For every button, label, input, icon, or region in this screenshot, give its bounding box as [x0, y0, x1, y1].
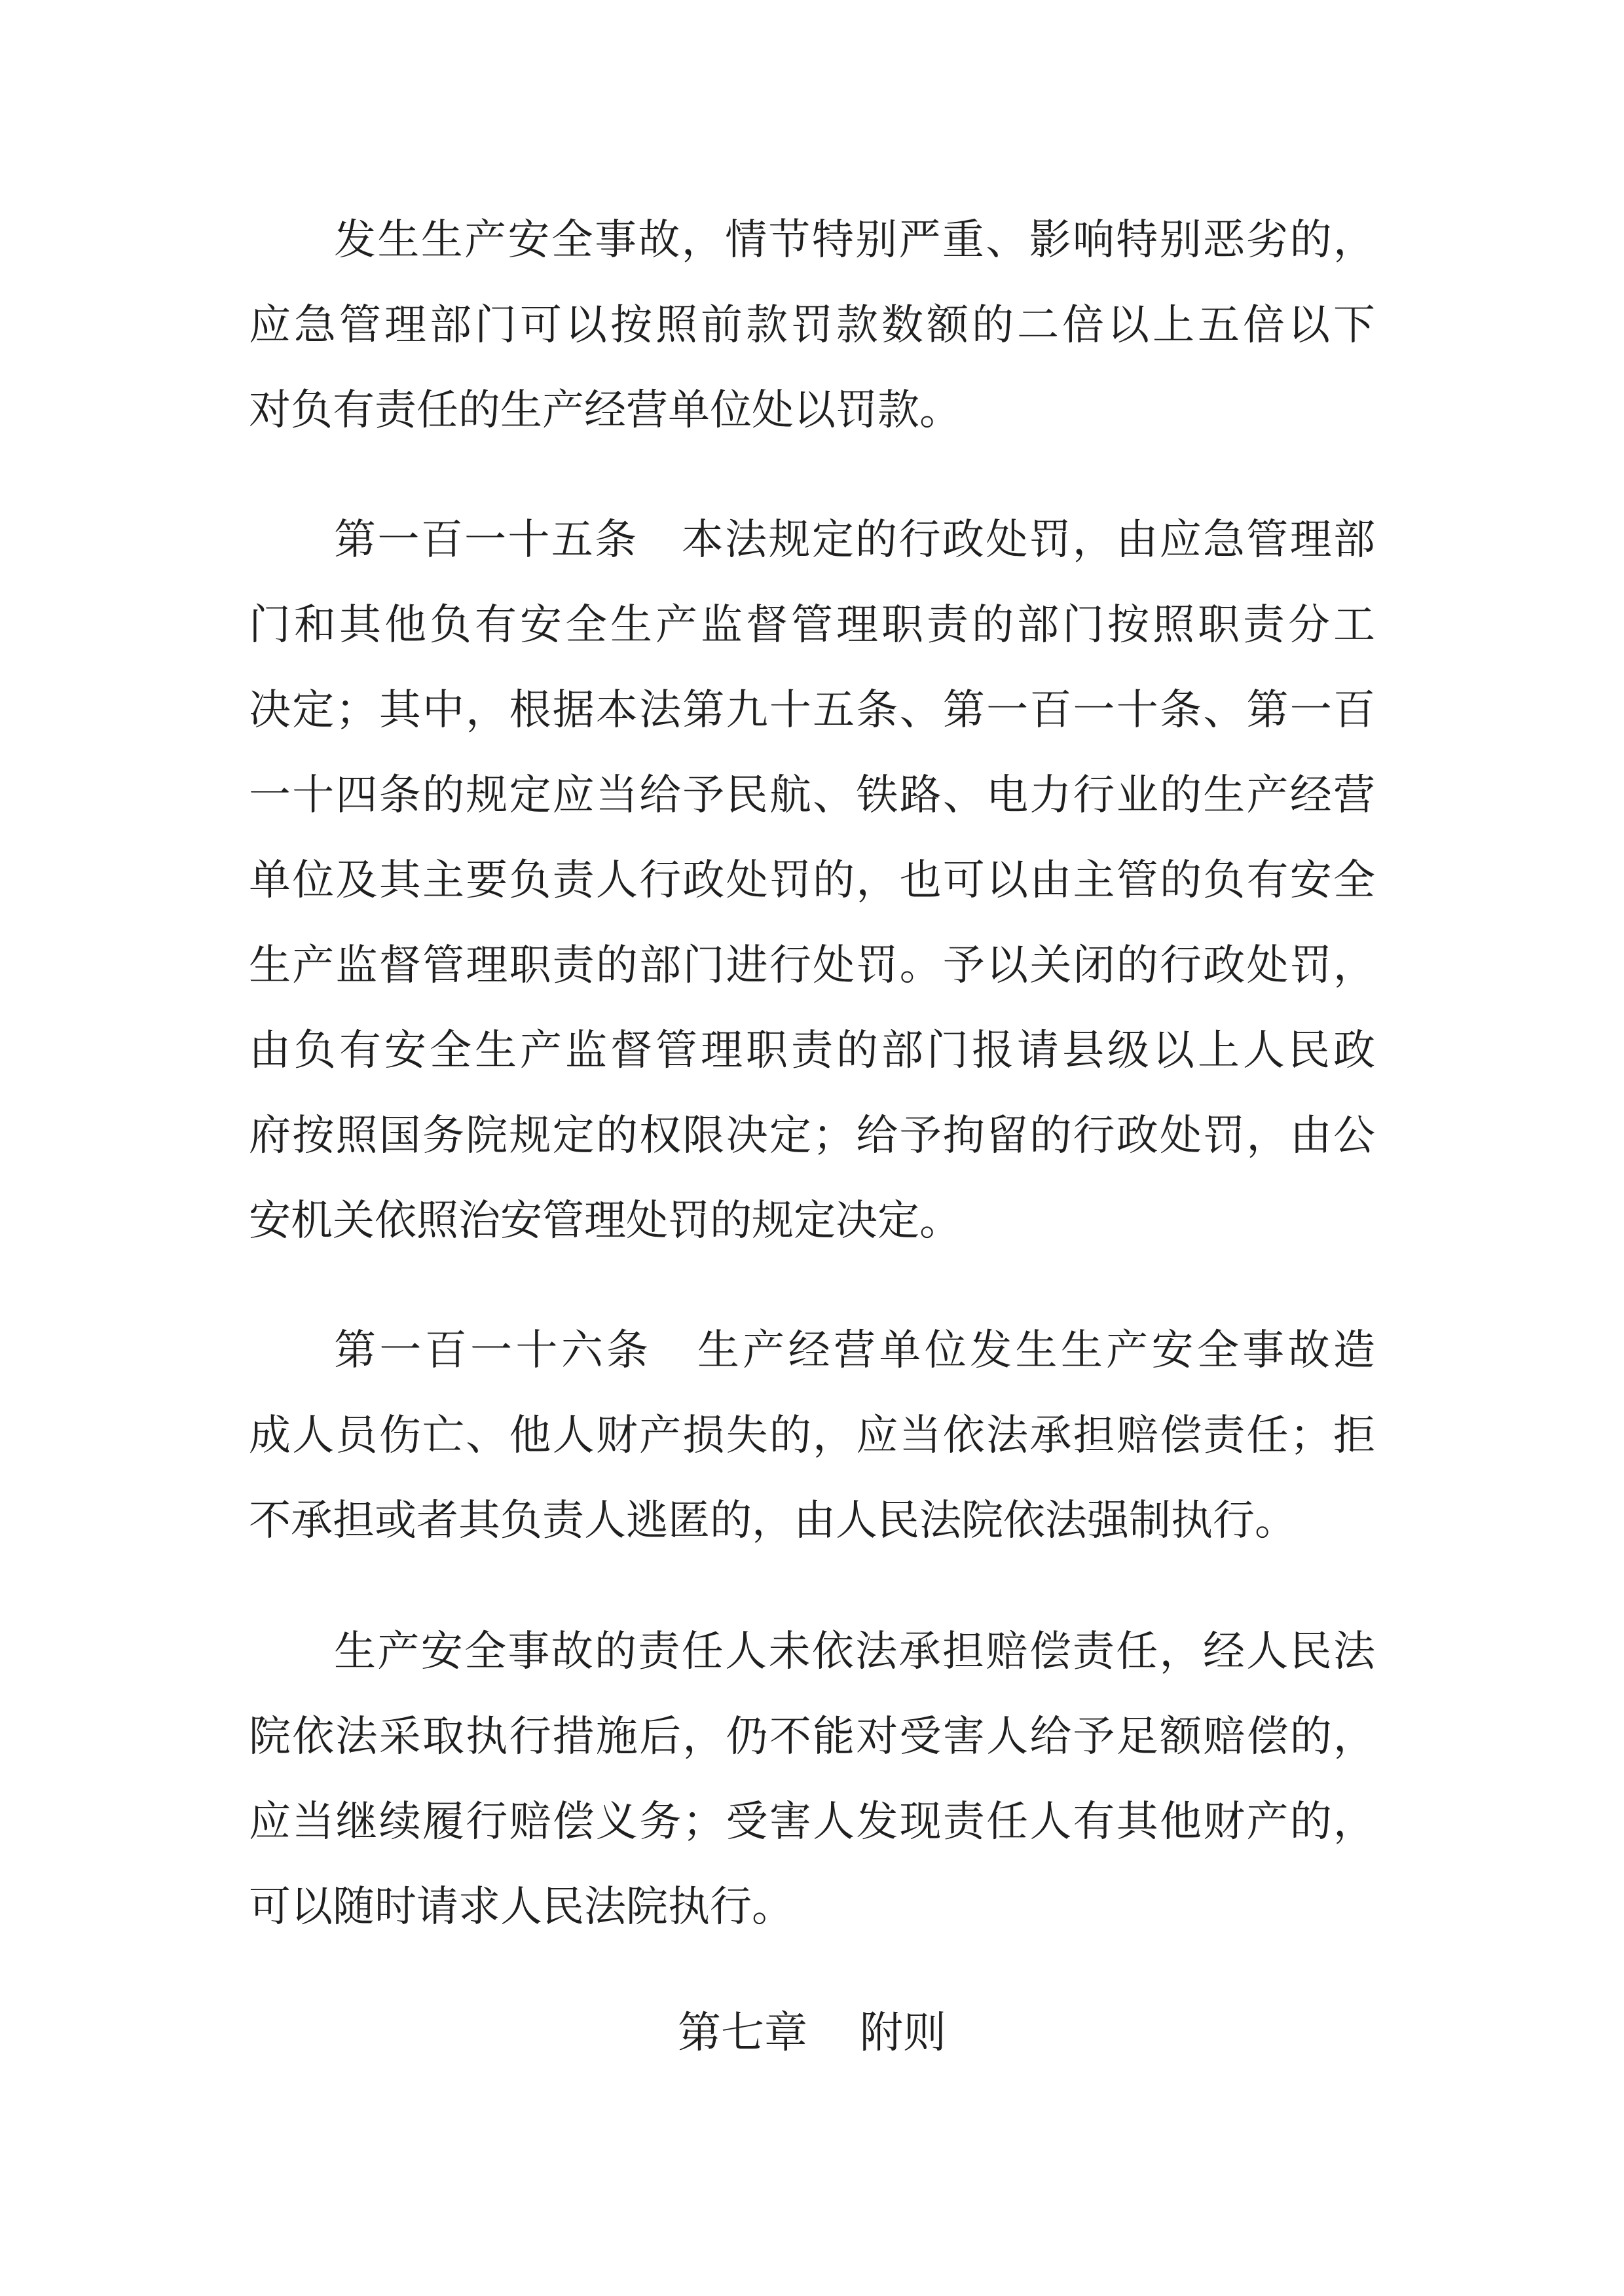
- article-115-line-8: 府按照国务院规定的权限决定；给予拘留的行政处罚，由公: [249, 1112, 1375, 1160]
- paragraph-4-line-3: 应当继续履行赔偿义务；受害人发现责任人有其他财产的，: [249, 1798, 1375, 1846]
- paragraph-1-line-2: 应急管理部门可以按照前款罚款数额的二倍以上五倍以下: [249, 301, 1375, 350]
- paragraph-4-line-2: 院依法采取执行措施后，仍不能对受害人给予足额赔偿的，: [249, 1713, 1375, 1761]
- article-115-line-1: 第一百一十五条 本法规定的行政处罚，由应急管理部: [334, 516, 1375, 564]
- article-115-line-4: 一十四条的规定应当给予民航、铁路、电力行业的生产经营: [249, 771, 1375, 820]
- article-115-line-7: 由负有安全生产监督管理职责的部门报请县级以上人民政: [249, 1027, 1375, 1075]
- article-116-line-1: 第一百一十六条 生产经营单位发生生产安全事故造: [334, 1326, 1375, 1375]
- chapter-heading: [0, 1997, 1624, 2069]
- paragraph-1-line-1: 发生生产安全事故，情节特别严重、影响特别恶劣的，: [334, 216, 1375, 264]
- paragraph-1-line-3: 对负有责任的生产经营单位处以罚款。: [249, 386, 961, 435]
- paragraph-4-line-1: 生产安全事故的责任人未依法承担赔偿责任，经人民法: [334, 1628, 1375, 1676]
- article-115-line-5: 单位及其主要负责人行政处罚的，也可以由主管的负有安全: [249, 856, 1375, 905]
- chapter-number: 第七章: [678, 2007, 807, 2058]
- paragraph-4-line-4: 可以随时请求人民法院执行。: [249, 1883, 794, 1931]
- article-116-line-2: 成人员伤亡、他人财产损失的，应当依法承担赔偿责任；拒: [249, 1412, 1375, 1460]
- chapter-title: 附则: [860, 2007, 946, 2058]
- article-116-line-3: 不承担或者其负责人逃匿的，由人民法院依法强制执行。: [249, 1497, 1297, 1545]
- article-115-line-2: 门和其他负有安全生产监督管理职责的部门按照职责分工: [249, 601, 1375, 649]
- article-115-line-9: 安机关依照治安管理处罚的规定决定。: [249, 1197, 961, 1245]
- article-115-line-6: 生产监督管理职责的部门进行处罚。予以关闭的行政处罚，: [249, 941, 1375, 990]
- article-115-line-3: 决定；其中，根据本法第九十五条、第一百一十条、第一百: [249, 686, 1375, 735]
